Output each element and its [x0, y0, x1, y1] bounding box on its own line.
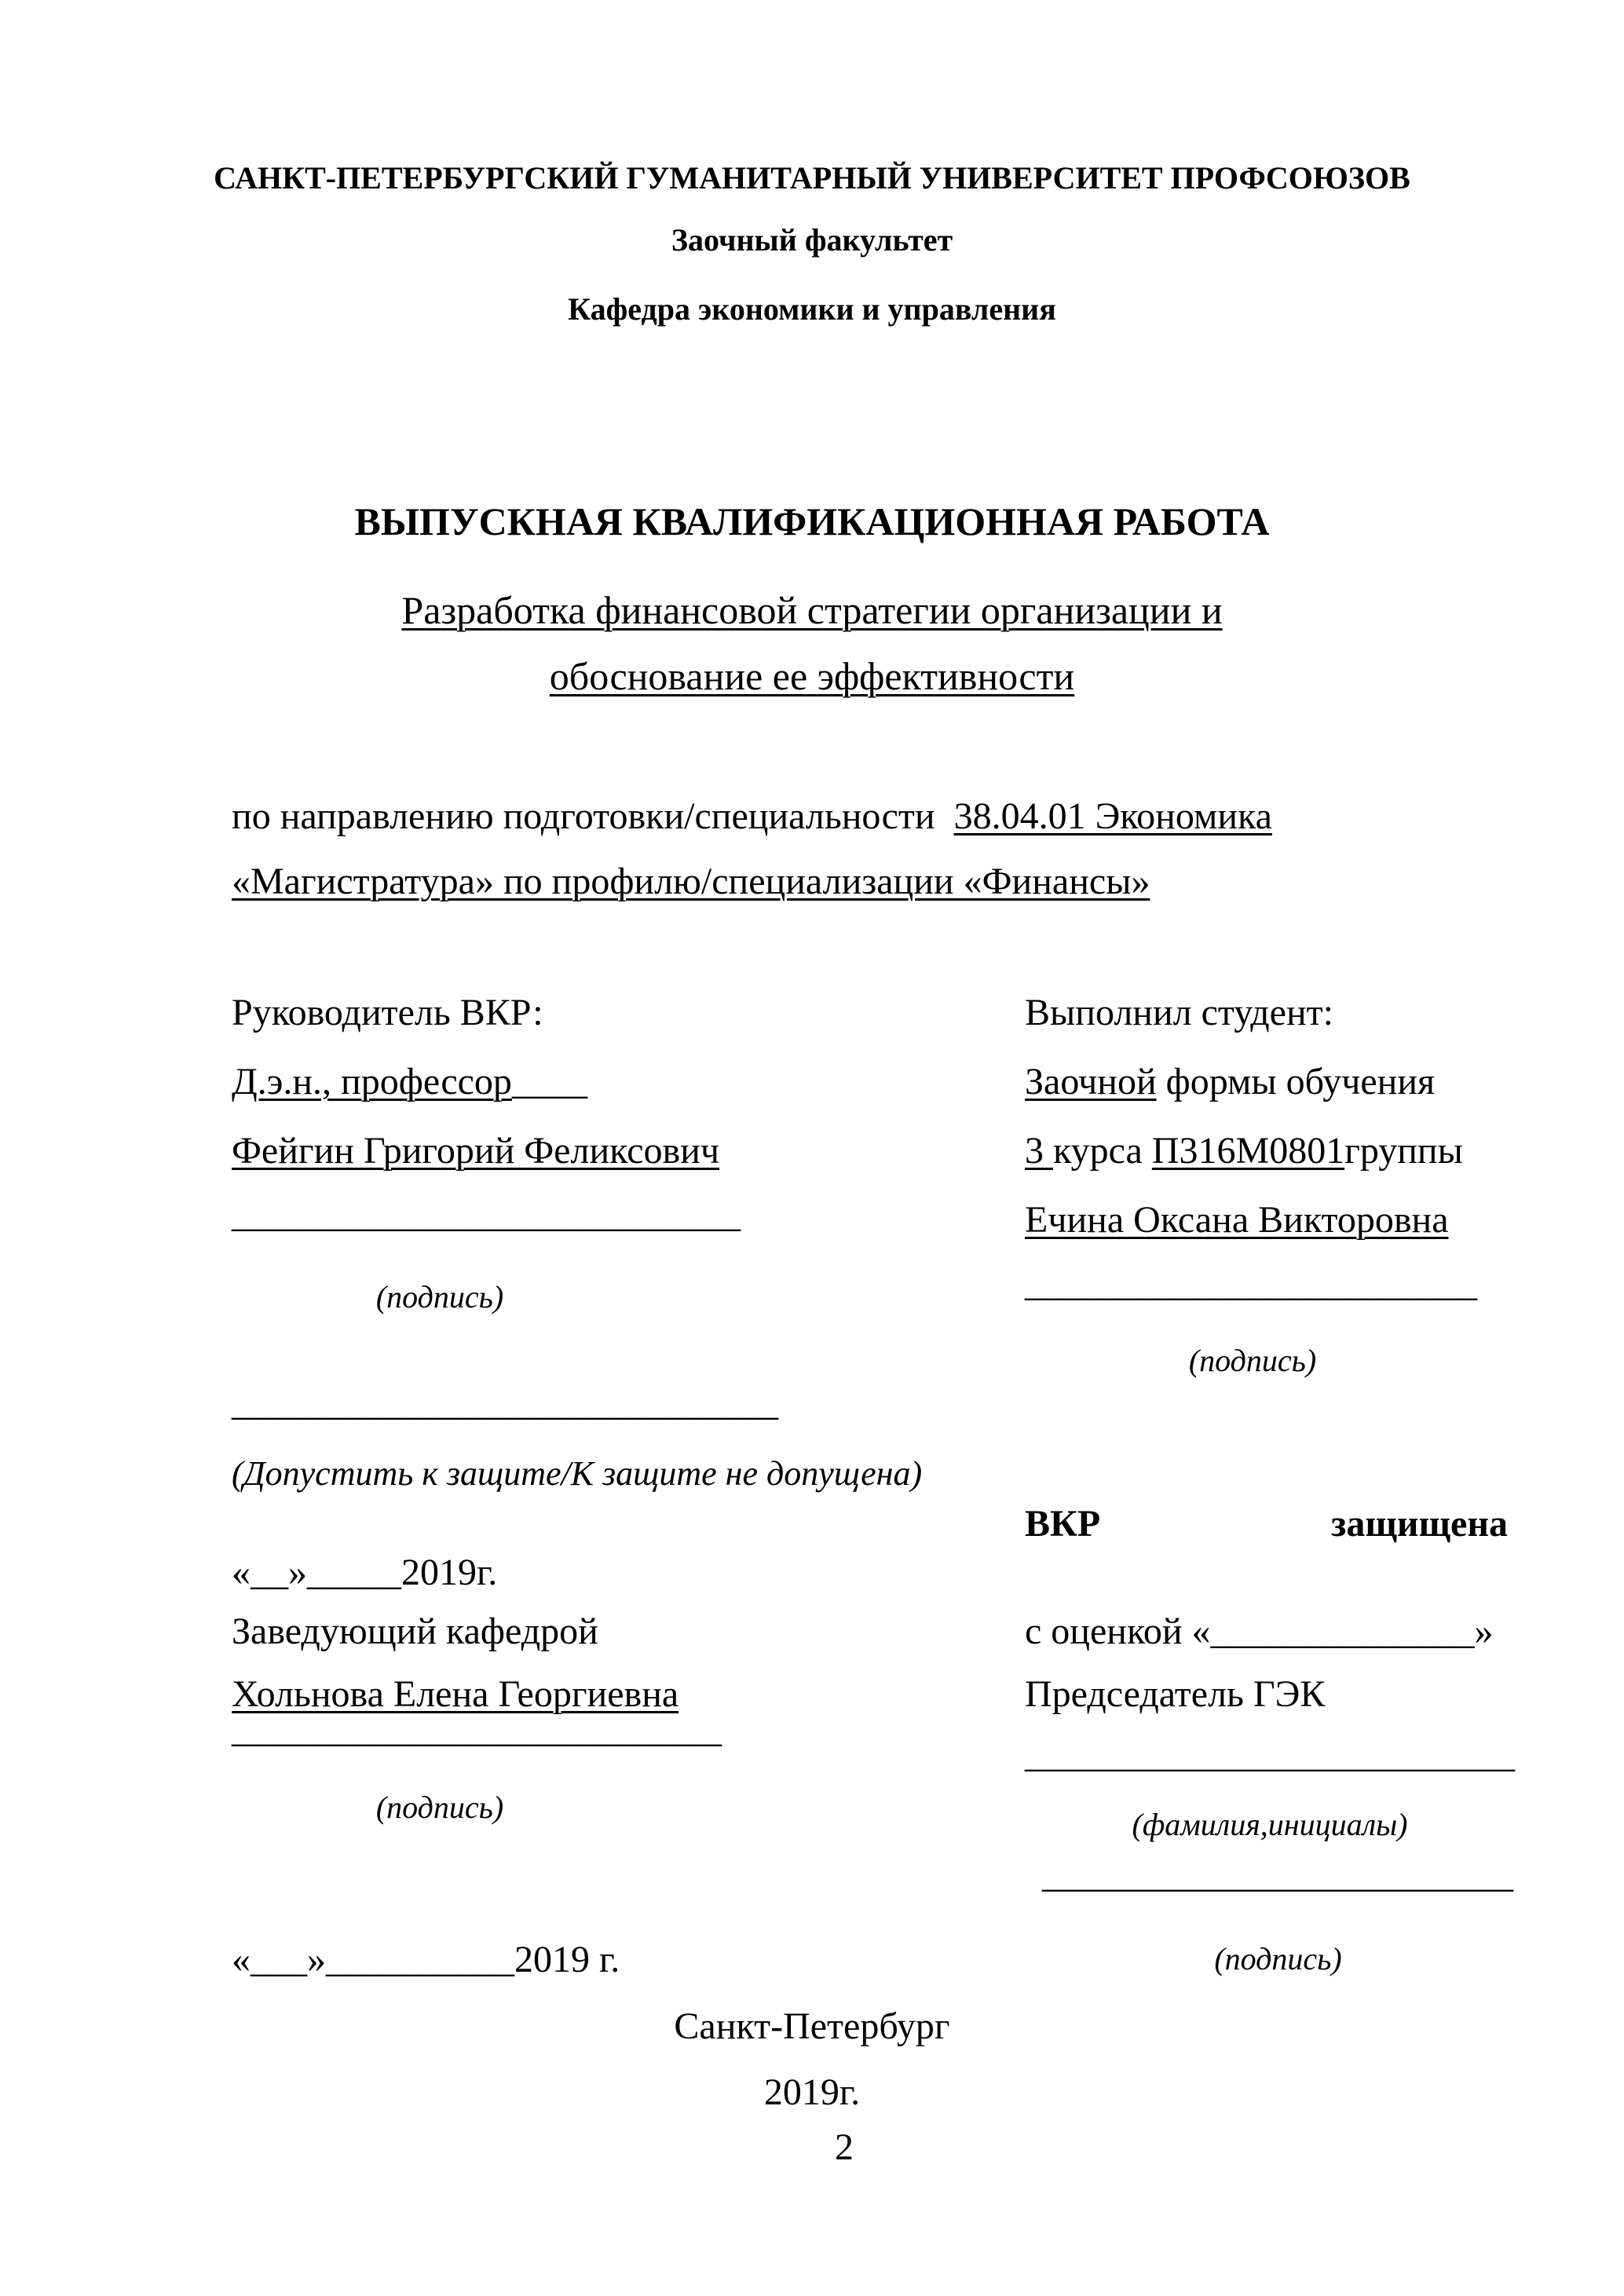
- advisor-degree-line: [232, 1060, 587, 1104]
- advisor-heading: Руководитель ВКР:: [232, 992, 543, 1033]
- department-head-name: Хольнова Елена Георгиевна: [232, 1673, 679, 1715]
- student-name-line: [1025, 1198, 1449, 1242]
- thesis-topic-text2: обоснование ее эффективности: [549, 654, 1075, 698]
- chairman-signature-line: _________________________: [1042, 1854, 1513, 1896]
- student-signature-caption: (подпись): [1188, 1343, 1317, 1378]
- student-group-rest: группы: [1344, 1130, 1463, 1172]
- student-form-rest: формы обучения: [1156, 1061, 1436, 1102]
- defense-status-left: ВКР: [1025, 1503, 1101, 1545]
- advisor-name-line: [232, 1129, 719, 1173]
- student-signature-line: ________________________: [1025, 1263, 1477, 1304]
- bottom-date: «___»__________2019 г.: [232, 1939, 620, 1980]
- specialty-line2: [232, 860, 1150, 904]
- advisor-degree-blank: ____: [511, 1061, 587, 1102]
- student-name: Ечина Оксана Викторовна: [1025, 1199, 1449, 1241]
- student-heading: Выполнил студент:: [1025, 992, 1333, 1033]
- specialty-prefix: по направлению подготовки/специальности: [232, 795, 954, 837]
- advisor-signature-caption: (подпись): [375, 1279, 504, 1314]
- advisor-signature-line: ___________________________: [232, 1194, 741, 1235]
- grade-line: с оценкой «______________»: [1025, 1610, 1494, 1652]
- chairman-signature-caption: (подпись): [1214, 1941, 1342, 1976]
- defense-status-line: [1025, 1502, 1508, 1546]
- thesis-topic-text1: Разработка финансовой стратегии организации и: [401, 588, 1223, 632]
- specialty-line1: [232, 795, 1272, 839]
- page-number: 2: [835, 2126, 854, 2168]
- advisor-degree: Д.э.н., профессор: [232, 1061, 512, 1102]
- head-signature-caption: (подпись): [375, 1790, 504, 1825]
- chairman-name-caption: (фамилия,инициалы): [1132, 1807, 1408, 1842]
- student-form-underlined: Заочной: [1025, 1061, 1157, 1102]
- department-name: Кафедра экономики и управления: [568, 291, 1056, 327]
- specialty-profile: «Магистратура» по профилю/специализации «Финансы»: [232, 861, 1150, 902]
- faculty-name: Заочный факультет: [671, 222, 953, 258]
- head-signature-line: __________________________: [232, 1709, 722, 1750]
- admission-note: (Допустить к защите/К защите не допущена): [232, 1454, 923, 1493]
- chairman-title: Председатель ГЭК: [1025, 1673, 1326, 1715]
- admission-date: «__»_____2019г.: [232, 1552, 498, 1593]
- advisor-name: Фейгин Григорий Феликсович: [232, 1130, 720, 1172]
- thesis-topic-line2: [0, 653, 1624, 700]
- work-type-title: ВЫПУСКНАЯ КВАЛИФИКАЦИОННАЯ РАБОТА: [354, 499, 1270, 543]
- footer-year: 2019г.: [763, 2071, 861, 2113]
- university-name: САНКТ-ПЕТЕРБУРГСКИЙ ГУМАНИТАРНЫЙ УНИВЕРСИТЕТ ПРОФСОЮЗОВ: [214, 160, 1410, 196]
- chairman-name-line: __________________________: [1025, 1734, 1515, 1775]
- defense-status-right: защищена: [1331, 1503, 1508, 1545]
- student-form-line: [1025, 1060, 1435, 1104]
- student-group-line: [1025, 1129, 1463, 1173]
- student-group-underlined: П316М0801: [1151, 1130, 1345, 1172]
- student-course-underlined: 3: [1025, 1130, 1053, 1172]
- specialty-code: 38.04.01 Экономика: [953, 795, 1272, 837]
- admission-blank-line: _____________________________: [232, 1382, 778, 1424]
- department-head-title: Заведующий кафедрой: [232, 1610, 598, 1652]
- student-course-rest: курса: [1053, 1130, 1152, 1172]
- thesis-topic-line1: [0, 587, 1624, 634]
- footer-city: Санкт-Петербург: [674, 2005, 950, 2047]
